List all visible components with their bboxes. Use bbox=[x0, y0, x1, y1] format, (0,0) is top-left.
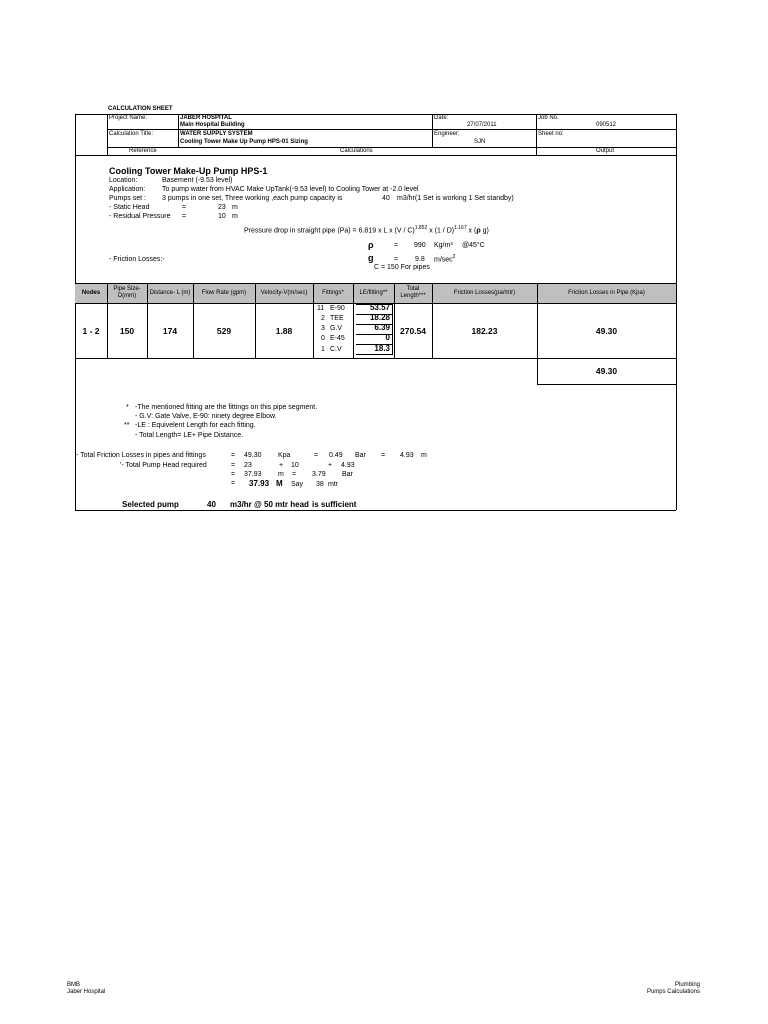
rounded-head: 38 bbox=[316, 481, 324, 488]
pump-head-label: '- Total Pump Head required bbox=[120, 462, 207, 469]
th-fittings: Fittings* bbox=[322, 289, 344, 296]
row-friction-per-m: 182.23 bbox=[471, 325, 498, 336]
sheet-title: CALCULATION SHEET bbox=[108, 106, 173, 112]
col-calculations: Calculations bbox=[340, 148, 373, 154]
head-m-value: 37.93 bbox=[244, 471, 262, 478]
calc-title-label: Calculation Title: bbox=[109, 131, 154, 137]
formula bbox=[244, 225, 489, 234]
total-friction-label: - Total Friction Losses in pipes and fittings bbox=[76, 452, 206, 459]
head-final-eq: = bbox=[231, 480, 236, 487]
formula-part-b: x (1 / D) bbox=[427, 227, 455, 235]
head-m-eq: = bbox=[231, 471, 236, 478]
g-symbol: g bbox=[368, 253, 374, 263]
le-value: 18.28 bbox=[369, 313, 390, 322]
pump-capacity: 40 bbox=[382, 195, 390, 202]
job-no-value: 090512 bbox=[596, 122, 617, 128]
rho-value: 990 bbox=[414, 242, 426, 249]
total-friction-eq-3: = bbox=[381, 452, 386, 459]
formula-part-a: Pressure drop in straight pipe (Pa) = 6.819 x L x (V / C) bbox=[244, 227, 415, 235]
g-eq: = bbox=[394, 256, 399, 263]
footer-left-1: BMB bbox=[67, 982, 81, 988]
friction-term: 4.93 bbox=[341, 462, 355, 469]
note-1: -The mentioned fitting are the fittings on this pipe segment. bbox=[135, 404, 318, 411]
footer-right-2: Pumps Calculations bbox=[646, 989, 700, 995]
residual-pressure-unit: m bbox=[232, 213, 238, 220]
total-friction-bar: 0.49 bbox=[329, 452, 343, 459]
head-final-value: 37.93 bbox=[249, 479, 270, 488]
formula-part-c: x ( bbox=[466, 227, 477, 235]
fitting-name: E-45 bbox=[330, 335, 345, 342]
head-m-unit: m bbox=[278, 471, 284, 478]
static-head-eq: = bbox=[182, 204, 187, 211]
calc-title: WATER SUPPLY SYSTEM bbox=[180, 131, 253, 137]
th-pipe-size: Pipe Size-D(mm) bbox=[113, 286, 141, 299]
application-label: Application: bbox=[109, 186, 146, 193]
head-bar-value: 3.79 bbox=[312, 471, 326, 478]
th-le-fitting: LE/fitting** bbox=[359, 289, 388, 296]
note-3: -LE : Equivelent Length for each fitting. bbox=[135, 422, 256, 429]
formula-part-d: g) bbox=[480, 227, 489, 235]
total-friction-m: 4.93 bbox=[400, 452, 414, 459]
fitting-qty: 2 bbox=[321, 315, 325, 322]
fitting-name: TEE bbox=[330, 315, 344, 322]
footer-left-2: Jaber Hospital bbox=[67, 989, 106, 995]
note-mark-2: ** bbox=[124, 422, 130, 429]
static-head-label: - Static Head bbox=[109, 204, 150, 211]
le-value: 53.57 bbox=[369, 303, 390, 312]
selected-pump-conclusion: is sufficient bbox=[312, 500, 357, 509]
selected-pump-spec: m3/hr @ 50 mtr head bbox=[230, 500, 309, 509]
th-nodes: Nodes bbox=[81, 289, 101, 296]
head-bar-unit: Bar bbox=[342, 471, 353, 478]
static-head-term: 23 bbox=[244, 462, 252, 469]
rho-eq: = bbox=[394, 242, 399, 249]
pump-capacity-unit: m3/hr(1 Set is working 1 Set standby) bbox=[397, 195, 514, 202]
row-friction-pipe: 49.30 bbox=[595, 325, 618, 336]
formula-exp-1: 1.852 bbox=[414, 225, 428, 231]
selected-pump-flow: 40 bbox=[207, 500, 216, 509]
residual-pressure-value: 10 bbox=[218, 213, 226, 220]
total-output: 49.30 bbox=[595, 366, 618, 376]
footer-right-1: Plumbing bbox=[674, 982, 700, 988]
fitting-qty: 0 bbox=[321, 335, 325, 342]
formula-rho: ρ bbox=[476, 227, 481, 235]
residual-term: 10 bbox=[291, 462, 299, 469]
le-value: 6.39 bbox=[374, 323, 390, 332]
g-unit-text: m/sec bbox=[434, 256, 453, 264]
th-velocity: Velocity-V(m/sec) bbox=[260, 289, 308, 296]
total-friction-kpa-unit: Kpa bbox=[278, 452, 291, 459]
g-unit-exp: 2 bbox=[452, 254, 456, 260]
plus-sign: + bbox=[279, 462, 284, 469]
th-distance: Distance- L (m) bbox=[149, 289, 191, 296]
date-label: Date: bbox=[434, 115, 449, 121]
row-distance: 174 bbox=[162, 325, 178, 336]
pump-head-eq: = bbox=[231, 462, 236, 469]
pumps-label: Pumps set : bbox=[109, 195, 146, 202]
sheet-no-label: Sheet no: bbox=[538, 131, 564, 137]
project-name-label: Project Name: bbox=[109, 115, 148, 121]
fitting-name: E-90 bbox=[330, 305, 345, 312]
static-head-value: 23 bbox=[218, 204, 226, 211]
th-friction-per-m: Friction Losses(pa/mtr) bbox=[453, 289, 516, 296]
g-unit bbox=[434, 254, 455, 263]
row-flow-rate: 529 bbox=[216, 325, 232, 336]
location-label: Location: bbox=[109, 177, 138, 184]
plus-sign: + bbox=[328, 462, 333, 469]
total-friction-eq: = bbox=[231, 452, 236, 459]
total-friction-m-unit: m bbox=[421, 452, 427, 459]
g-value: 9.8 bbox=[415, 256, 425, 263]
residual-pressure-eq: = bbox=[182, 213, 187, 220]
rho-symbol: ρ bbox=[368, 240, 374, 250]
head-bar-eq: = bbox=[292, 471, 297, 478]
th-friction-pipe: Friction Losses in Pipe (Kpa) bbox=[568, 289, 645, 296]
head-final-unit: M bbox=[276, 479, 283, 488]
total-friction-eq-2: = bbox=[314, 452, 319, 459]
rho-temp: @45°C bbox=[462, 242, 485, 249]
project-name: JABER HOSPITAL bbox=[180, 115, 232, 121]
fitting-qty: 3 bbox=[321, 325, 325, 332]
application-value: To pump water from HVAC Make UpTank(-9.53 level) to Cooling Tower at -2.0 level bbox=[162, 186, 419, 193]
rounded-head-unit: mtr bbox=[328, 481, 339, 488]
static-head-unit: m bbox=[232, 204, 238, 211]
row-velocity: 1.88 bbox=[275, 325, 293, 336]
col-output: Output bbox=[596, 148, 615, 154]
total-friction-bar-unit: Bar bbox=[355, 452, 366, 459]
row-nodes: 1 - 2 bbox=[82, 325, 100, 336]
location-value: Basement (-9.53 level) bbox=[162, 177, 233, 184]
fitting-qty: 11 bbox=[317, 305, 325, 312]
selected-pump-label: Selected pump bbox=[122, 500, 179, 509]
calc-subtitle: Cooling Tower Make Up Pump HPS-01 Sizing bbox=[180, 139, 308, 145]
job-no-label: Job No. bbox=[538, 115, 559, 121]
row-pipe-size: 150 bbox=[119, 325, 135, 336]
total-friction-kpa: 49.30 bbox=[244, 452, 262, 459]
c-value-line: C = 150 For pipes bbox=[374, 264, 430, 271]
engineer-label: Engineer: bbox=[434, 131, 460, 137]
col-reference: Reference bbox=[129, 148, 157, 154]
note-4: - Total Length= LE+ Pipe Distance. bbox=[135, 432, 244, 439]
say-label: Say bbox=[291, 481, 304, 488]
pumps-text: 3 pumps in one set, Three working ,each pump capacity is bbox=[162, 195, 343, 202]
project-subtitle: Main Hospital Building bbox=[180, 122, 245, 128]
note-2: - G.V: Gate Valve, E-90: ninety degree Elbow. bbox=[135, 413, 277, 420]
note-mark-1: * bbox=[126, 404, 129, 411]
formula-exp-2: 1.167 bbox=[454, 225, 467, 231]
le-value: 18.3 bbox=[374, 344, 390, 353]
section-heading: Cooling Tower Make-Up Pump HPS-1 bbox=[109, 166, 268, 176]
th-flow-rate: Flow Rate (gpm) bbox=[201, 289, 247, 296]
date-value: 27/07/2011 bbox=[467, 122, 497, 128]
residual-pressure-label: - Residual Pressure bbox=[109, 213, 171, 220]
le-value: 0 bbox=[385, 333, 390, 342]
row-total-length: 270.54 bbox=[400, 325, 426, 336]
friction-losses-label: - Friction Losses:- bbox=[109, 256, 165, 263]
fitting-name: C.V bbox=[330, 346, 342, 353]
fitting-qty: 1 bbox=[321, 346, 325, 353]
engineer-value: SJN bbox=[474, 139, 486, 145]
rho-unit: Kg/m³ bbox=[434, 242, 453, 249]
fitting-name: G.V bbox=[330, 325, 343, 332]
th-total-length: Total Length*** bbox=[400, 286, 426, 299]
